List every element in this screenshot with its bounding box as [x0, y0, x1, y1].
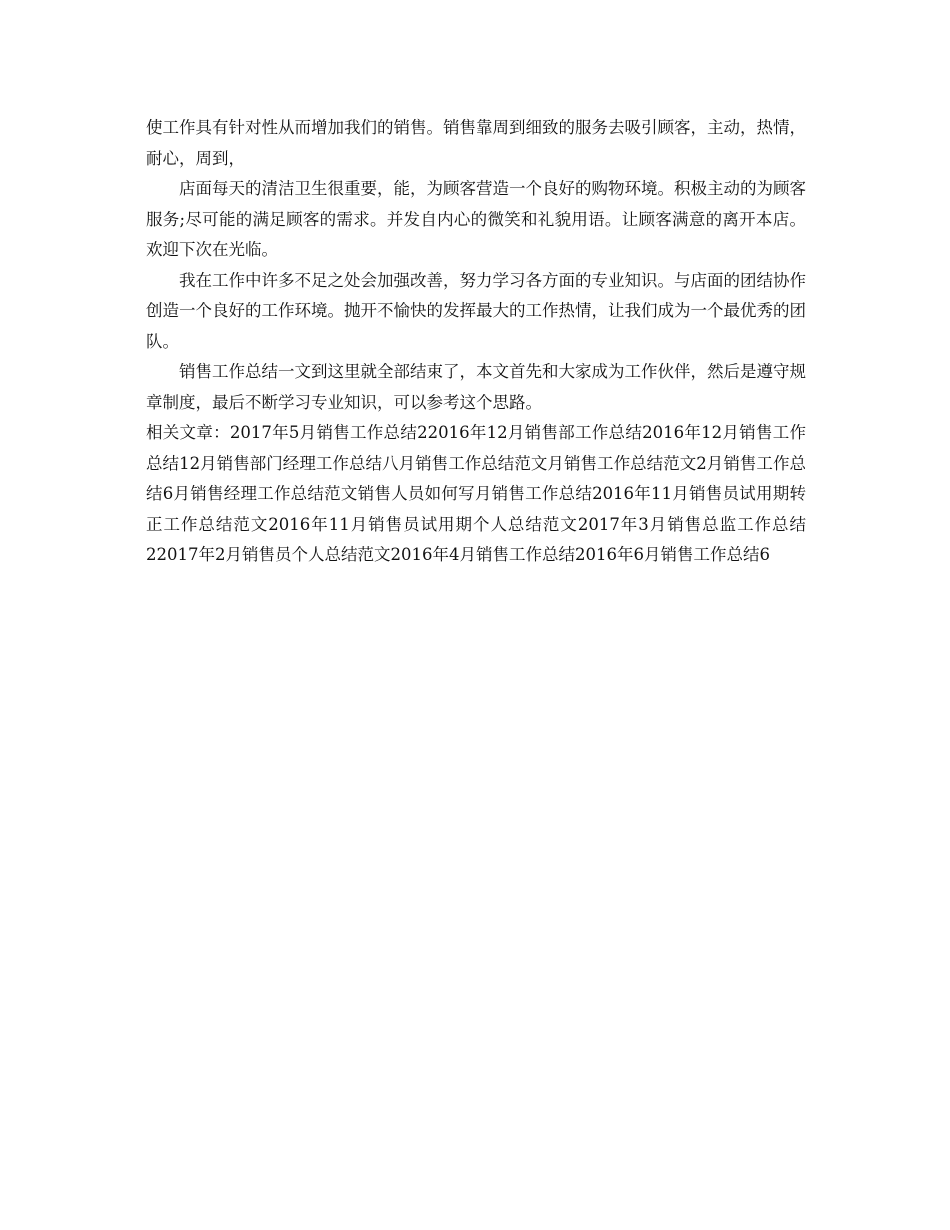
- paragraph-3: 我在工作中许多不足之处会加强改善，努力学习各方面的专业知识。与店面的团结协作创造一个良好的工作环境。抛开不愉快的发挥最大的工作热情，让我们成为一个最优秀的团队。: [146, 270, 806, 351]
- related-articles: [146, 418, 806, 571]
- related-articles-list: 2017年5月销售工作总结22016年12月销售部工作总结2016年12月销售工作总结12月销售部门经理工作总结八月销售工作总结范文月销售工作总结范文2月销售工作总结6月销售经理工作总结范文销售人员如何写月销售工作总结2016年11月销售员试用期转正工作总结范文2016年11月销售员试用期个人总结范文2017年3月销售总监工作总结22017年2月销售员个人总结范文2016年4月销售工作总结2016年6月销售工作总结6: [146, 423, 806, 564]
- paragraph-4: 销售工作总结一文到这里就全部结束了，本文首先和大家成为工作伙伴，然后是遵守规章制度，最后不断学习专业知识，可以参考这个思路。: [146, 362, 806, 412]
- document-body: [146, 113, 806, 571]
- paragraph-2: 店面每天的清洁卫生很重要，能，为顾客营造一个良好的购物环境。积极主动的为顾客服务;尽可能的满足顾客的需求。并发自内心的微笑和礼貌用语。让顾客满意的离开本店。欢迎下次在光临。: [146, 179, 806, 259]
- related-articles-label: 相关文章：: [146, 423, 230, 442]
- paragraph-1: 使工作具有针对性从而增加我们的销售。销售靠周到细致的服务去吸引顾客，主动，热情，耐心，周到，: [146, 118, 806, 168]
